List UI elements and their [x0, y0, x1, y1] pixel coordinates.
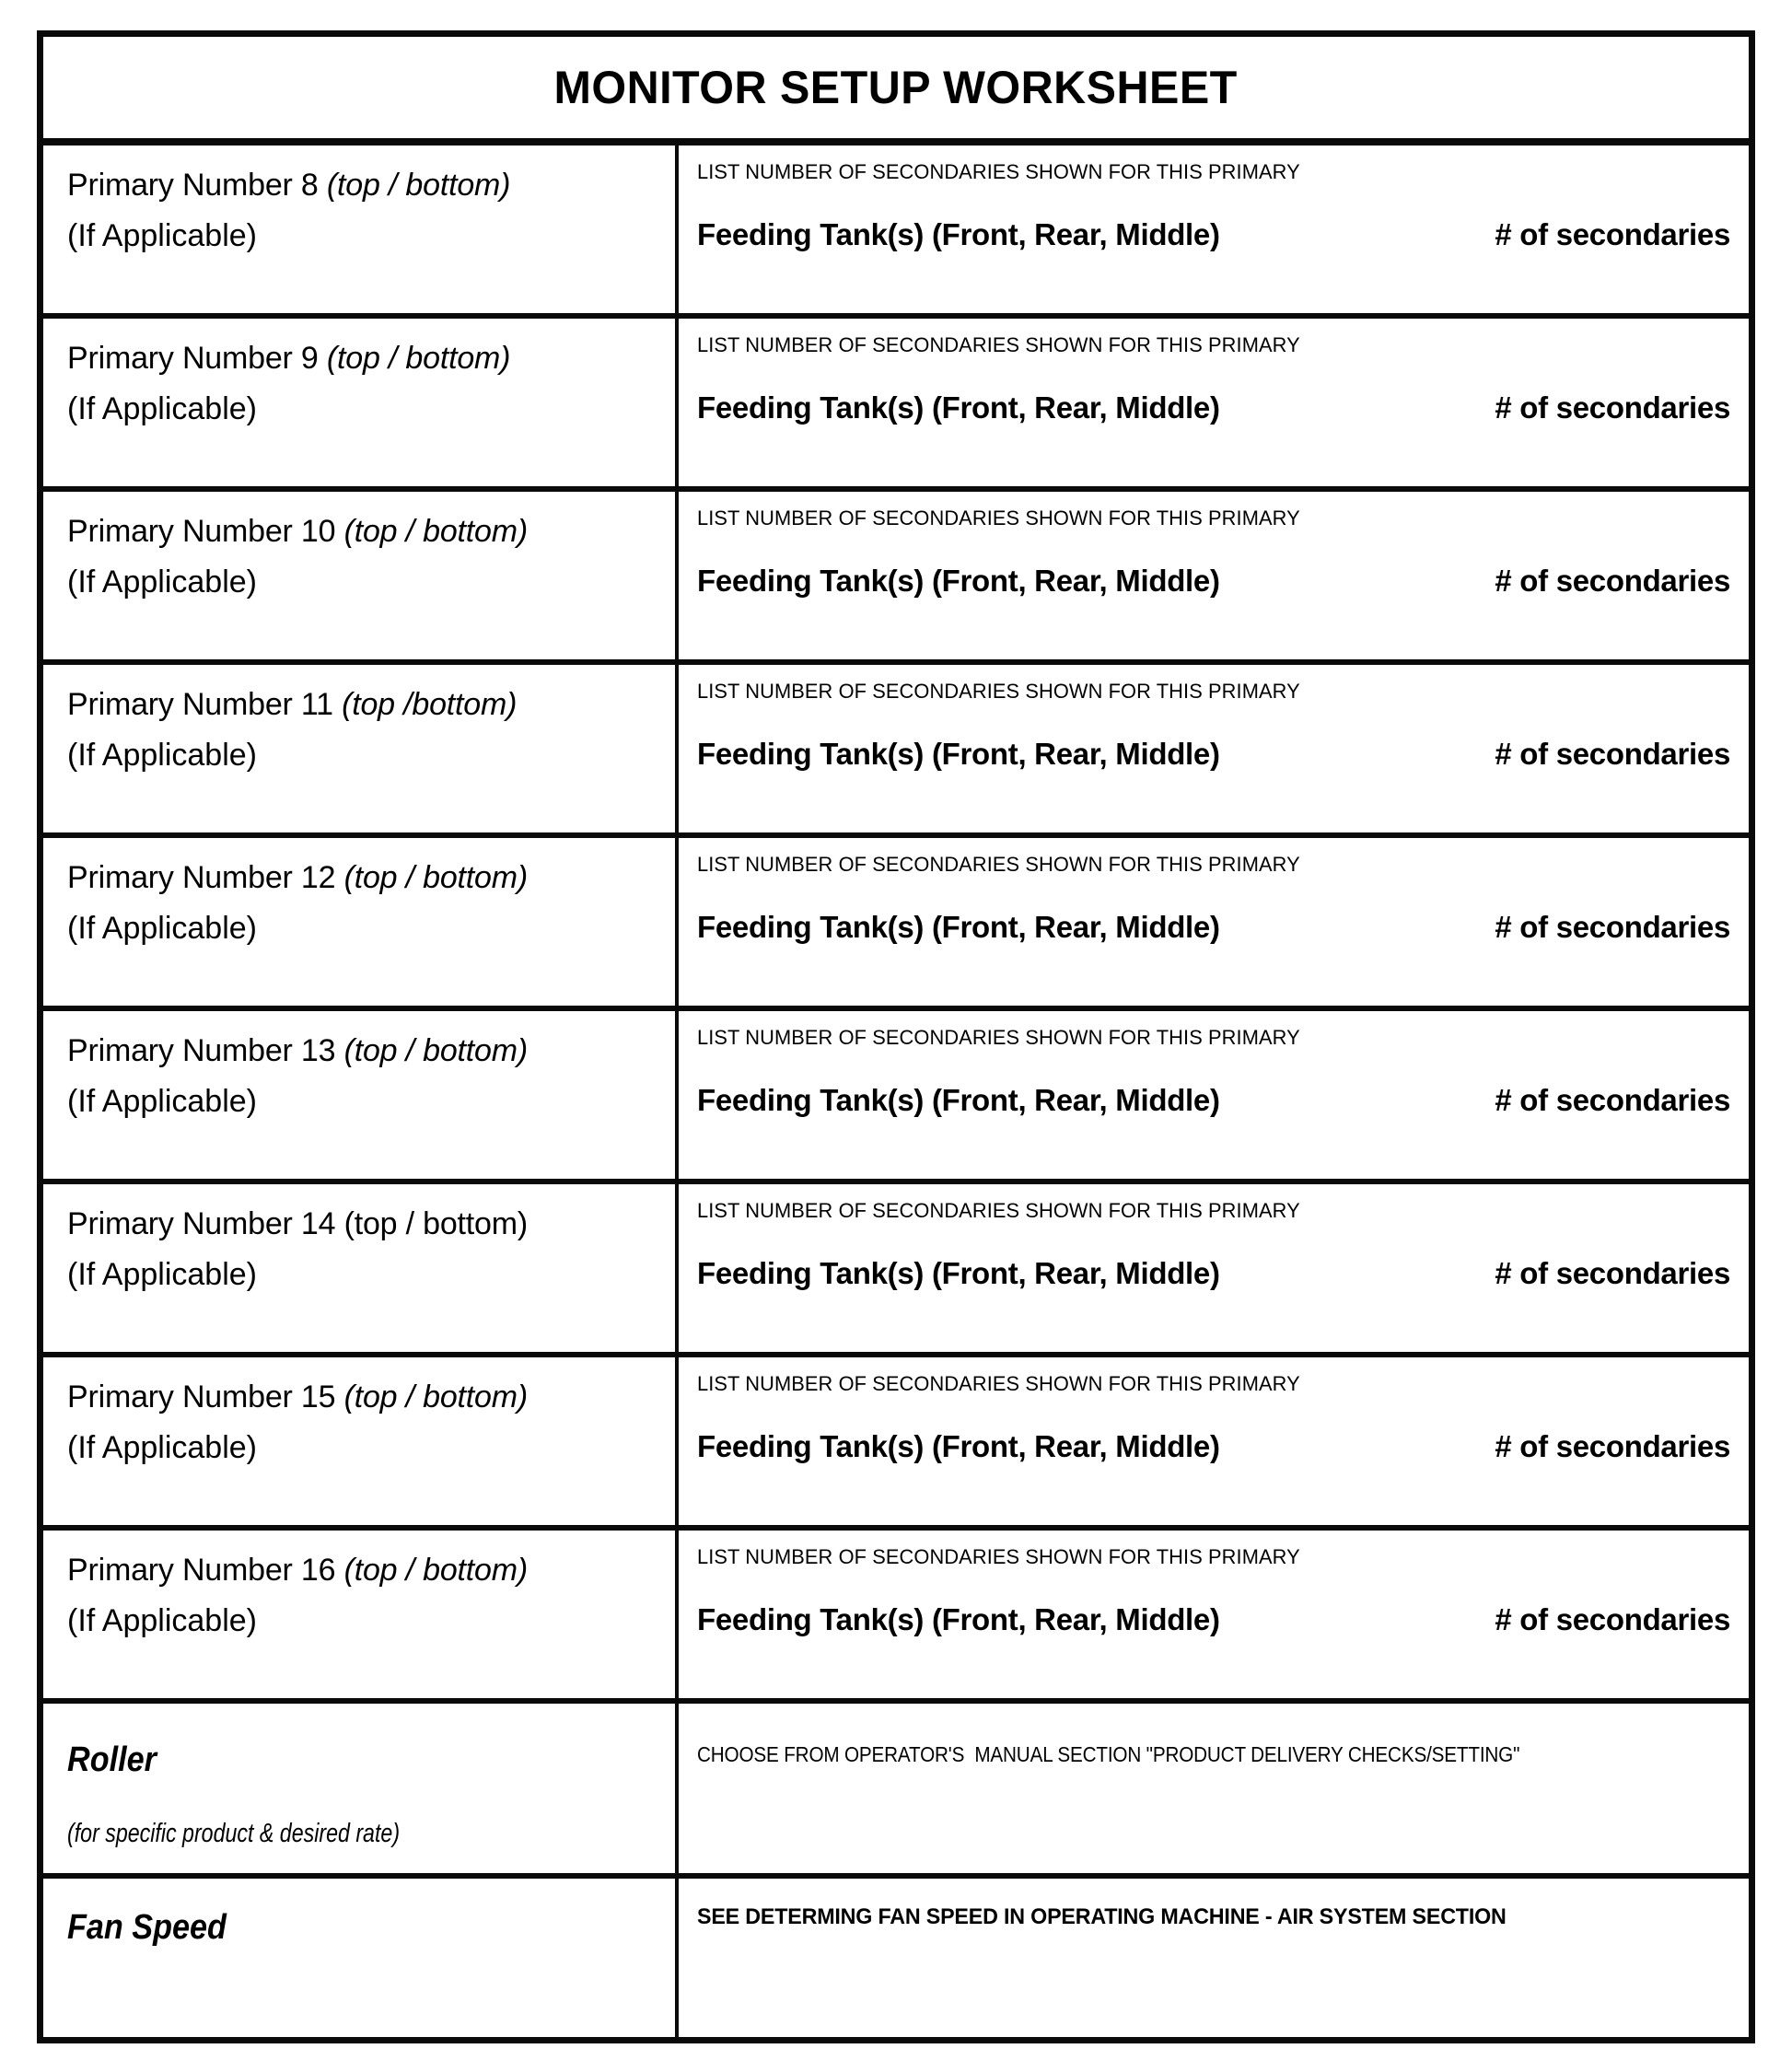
primary-qualifier: (If Applicable) — [67, 565, 257, 599]
primary-qualifier: (If Applicable) — [67, 1603, 257, 1638]
secondaries-cell — [679, 146, 1749, 313]
primary-row-11 — [43, 659, 1749, 832]
primary-qualifier: (If Applicable) — [67, 738, 257, 773]
secondaries-header: LIST NUMBER OF SECONDARIES SHOWN FOR THIS PRIMARY — [697, 160, 1300, 183]
fan-speed-label: Fan Speed — [67, 1908, 227, 1947]
secondaries-count-label: # of secondaries — [1495, 564, 1730, 598]
feeding-tanks-label: Feeding Tank(s) (Front, Rear, Middle) — [697, 217, 1220, 251]
secondaries-header: LIST NUMBER OF SECONDARIES SHOWN FOR THIS PRIMARY — [697, 333, 1300, 356]
primary-label-cell — [43, 1357, 679, 1525]
secondaries-cell — [679, 1531, 1749, 1698]
primary-label: Primary Number 13 — [67, 1033, 336, 1068]
feeding-tanks-label: Feeding Tank(s) (Front, Rear, Middle) — [697, 1083, 1220, 1117]
primary-row-15 — [43, 1352, 1749, 1525]
primary-label: Primary Number 16 — [67, 1553, 336, 1588]
primary-mode: (top / bottom) — [326, 168, 511, 203]
primary-mode: (top / bottom) — [343, 1379, 528, 1414]
feeding-tanks-label: Feeding Tank(s) (Front, Rear, Middle) — [697, 737, 1220, 771]
roller-instruction: CHOOSE FROM OPERATOR'S MANUAL SECTION "PRODUCT DELIVERY CHECKS/SETTING" — [697, 1742, 1520, 1766]
primary-qualifier: (If Applicable) — [67, 911, 257, 946]
page-title: MONITOR SETUP WORKSHEET — [553, 62, 1239, 113]
primary-label-cell — [43, 146, 679, 313]
secondaries-header: LIST NUMBER OF SECONDARIES SHOWN FOR THIS PRIMARY — [697, 680, 1300, 703]
primary-row-13 — [43, 1006, 1749, 1179]
fan-speed-instruction: SEE DETERMING FAN SPEED IN OPERATING MACHINE - AIR SYSTEM SECTION — [697, 1904, 1507, 1929]
primary-row-14 — [43, 1179, 1749, 1352]
primary-mode: (top / bottom) — [343, 514, 528, 549]
roller-sublabel: (for specific product & desired rate) — [67, 1819, 401, 1848]
secondaries-cell — [679, 1011, 1749, 1179]
feeding-tanks-label: Feeding Tank(s) (Front, Rear, Middle) — [697, 910, 1220, 944]
primary-row-9 — [43, 313, 1749, 486]
primary-row-8 — [43, 138, 1749, 313]
primary-row-16 — [43, 1525, 1749, 1698]
primary-label-cell — [43, 1011, 679, 1179]
primary-qualifier: (If Applicable) — [67, 1084, 257, 1119]
primary-label: Primary Number 8 — [67, 168, 319, 203]
monitor-setup-worksheet — [37, 30, 1755, 2043]
roller-label-cell — [43, 1704, 679, 1873]
roller-instruction-cell — [679, 1704, 1749, 1873]
secondaries-header: LIST NUMBER OF SECONDARIES SHOWN FOR THIS PRIMARY — [697, 1545, 1300, 1568]
primary-label: Primary Number 15 — [67, 1379, 336, 1414]
feeding-tanks-label: Feeding Tank(s) (Front, Rear, Middle) — [697, 1256, 1220, 1290]
secondaries-count-label: # of secondaries — [1495, 910, 1730, 944]
secondaries-header: LIST NUMBER OF SECONDARIES SHOWN FOR THIS PRIMARY — [697, 1026, 1300, 1049]
feeding-tanks-label: Feeding Tank(s) (Front, Rear, Middle) — [697, 564, 1220, 598]
primary-label-cell — [43, 492, 679, 659]
primary-mode: (top / bottom) — [343, 1553, 528, 1588]
secondaries-count-label: # of secondaries — [1495, 737, 1730, 771]
primary-mode: (top / bottom) — [326, 341, 511, 376]
fan-speed-label-cell — [43, 1879, 679, 2037]
primary-label: Primary Number 9 — [67, 341, 319, 376]
primary-row-10 — [43, 486, 1749, 659]
primary-qualifier: (If Applicable) — [67, 1430, 257, 1465]
feeding-tanks-label: Feeding Tank(s) (Front, Rear, Middle) — [697, 1429, 1220, 1463]
secondaries-cell — [679, 1357, 1749, 1525]
secondaries-cell — [679, 1184, 1749, 1352]
title-row — [43, 37, 1749, 138]
secondaries-cell — [679, 492, 1749, 659]
secondaries-header: LIST NUMBER OF SECONDARIES SHOWN FOR THIS PRIMARY — [697, 853, 1300, 876]
secondaries-count-label: # of secondaries — [1495, 1256, 1730, 1290]
secondaries-header: LIST NUMBER OF SECONDARIES SHOWN FOR THIS PRIMARY — [697, 1199, 1300, 1222]
secondaries-cell — [679, 838, 1749, 1006]
feeding-tanks-label: Feeding Tank(s) (Front, Rear, Middle) — [697, 390, 1220, 425]
primary-qualifier: (If Applicable) — [67, 1257, 257, 1292]
secondaries-header: LIST NUMBER OF SECONDARIES SHOWN FOR THIS PRIMARY — [697, 1372, 1300, 1395]
secondaries-header: LIST NUMBER OF SECONDARIES SHOWN FOR THIS PRIMARY — [697, 506, 1300, 530]
roller-label: Roller — [67, 1740, 157, 1779]
primary-label: Primary Number 14 — [67, 1206, 336, 1241]
secondaries-cell — [679, 319, 1749, 486]
fan-speed-instruction-cell — [679, 1879, 1749, 2037]
primary-row-12 — [43, 832, 1749, 1006]
primary-label: Primary Number 10 — [67, 514, 336, 549]
primary-qualifier: (If Applicable) — [67, 391, 257, 426]
primary-label-cell — [43, 1184, 679, 1352]
secondaries-cell — [679, 665, 1749, 832]
primary-mode: (top / bottom) — [343, 1206, 528, 1241]
primary-label-cell — [43, 1531, 679, 1698]
primary-label-cell — [43, 838, 679, 1006]
roller-row — [43, 1698, 1749, 1873]
fan-speed-row — [43, 1873, 1749, 2037]
primary-label: Primary Number 12 — [67, 860, 336, 895]
secondaries-count-label: # of secondaries — [1495, 1602, 1730, 1636]
primary-label-cell — [43, 319, 679, 486]
feeding-tanks-label: Feeding Tank(s) (Front, Rear, Middle) — [697, 1602, 1220, 1636]
primary-label-cell — [43, 665, 679, 832]
primary-label: Primary Number 11 — [67, 687, 333, 722]
primary-mode: (top / bottom) — [343, 860, 528, 895]
primary-mode: (top /bottom) — [342, 687, 518, 722]
primary-qualifier: (If Applicable) — [67, 218, 257, 253]
primary-mode: (top / bottom) — [343, 1033, 528, 1068]
secondaries-count-label: # of secondaries — [1495, 390, 1730, 425]
secondaries-count-label: # of secondaries — [1495, 1083, 1730, 1117]
secondaries-count-label: # of secondaries — [1495, 1429, 1730, 1463]
secondaries-count-label: # of secondaries — [1495, 217, 1730, 251]
